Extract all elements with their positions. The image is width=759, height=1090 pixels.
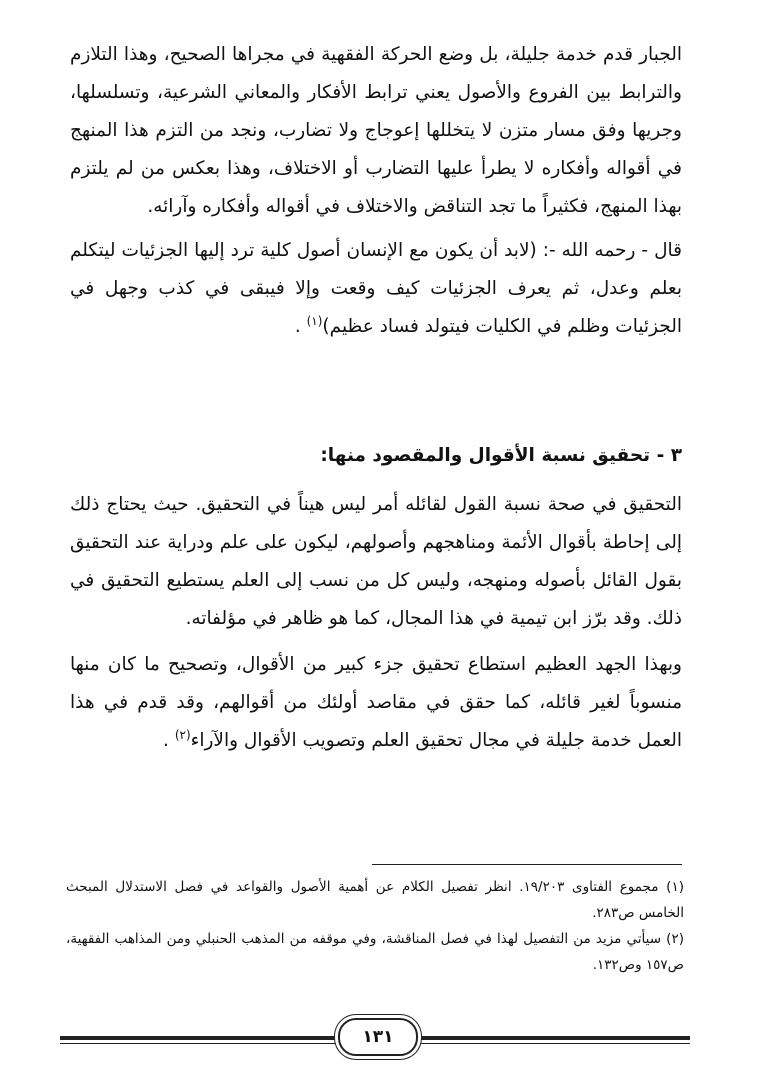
paragraph-1: الجبار قدم خدمة جليلة، بل وضع الحركة الفقهية في مجراها الصحيح، وهذا التلازم والترابط بين الفروع والأصول يعني ترابط الأفكار والمعاني الشرعية، وتسلسلها، وجريها وفق مسار متزن لا يتخللها إعوجاج ولا تضارب، ونجد من التزم هذا المنهج في أقواله وأفكاره لا يطرأ عليها التضارب أو الاختلاف، وهذا بعكس من لم يلتزم بهذا المنهج، فكثيراً ما تجد التناقض والاختلاف في أقواله وأفكاره وآرائه. (70, 44, 682, 217)
paragraph-3: التحقيق في صحة نسبة القول لقائله أمر ليس هيناً في التحقيق. حيث يحتاج ذلك إلى إحاطة بأقوال الأئمة ومناهجهم وأصولهم، ليكون على علم ودراية عند التحقيق بقول القائل بأصوله ومنهجه، وليس كل من نسب إلى العلم يستطيع التحقيق في ذلك. وقد برّز ابن تيمية في هذا المجال، كما هو ظاهر في مؤلفاته. (70, 494, 682, 629)
paragraph-2-tail: . (294, 316, 307, 337)
footnote-separator (372, 864, 682, 865)
main-text-bottom (70, 486, 682, 760)
paragraph-2-text: قال - رحمه الله -: (لابد أن يكون مع الإنسان أصول كلية ترد إليها الجزئيات ليتكلم بعلم وعدل، ثم يعرف الجزئيات كيف وقعت وإلا فيبقى في كذب وجهل في الجزئيات وظلم في الكليات فيتولد فساد عظيم) (70, 240, 682, 337)
main-text-top (70, 36, 682, 346)
paragraph-4 (70, 646, 682, 760)
footnote-ref-2[interactable]: (٢) (174, 727, 191, 742)
paragraph-4-tail: . (163, 730, 175, 751)
paragraph-2 (70, 232, 682, 346)
footnote-1: (١) مجموع الفتاوى ١٩/٢٠٣. انظر تفصيل الكلام عن أهمية الأصول والقواعد في فصل الاستدلال المبحث الخامس ص٢٨٣. (66, 879, 684, 921)
footnote-2: (٢) سيأتي مزيد من التفصيل لهذا في فصل المناقشة، وفي موقفه من المذهب الحنبلي ومن المذاهب الفقهية، ص١٥٧ وص١٣٢. (66, 931, 684, 973)
footnote-ref-1[interactable]: (١) (306, 313, 323, 328)
section-heading: ٣ - تحقيق نسبة الأقوال والمقصود منها: (320, 445, 682, 466)
page-number: ١٣١ (338, 1018, 418, 1056)
footnotes (66, 874, 684, 978)
page-footer (60, 1018, 690, 1054)
paragraph-4-text: وبهذا الجهد العظيم استطاع تحقيق جزء كبير من الأقوال، وتصحيح ما كان منها منسوباً لغير قائله، كما حقق في مقاصد أولئك من أقوالهم، وقد قدم في هذا العمل خدمة جليلة في مجال تحقيق العلم وتصويب الأقوال والآراء (70, 654, 682, 751)
